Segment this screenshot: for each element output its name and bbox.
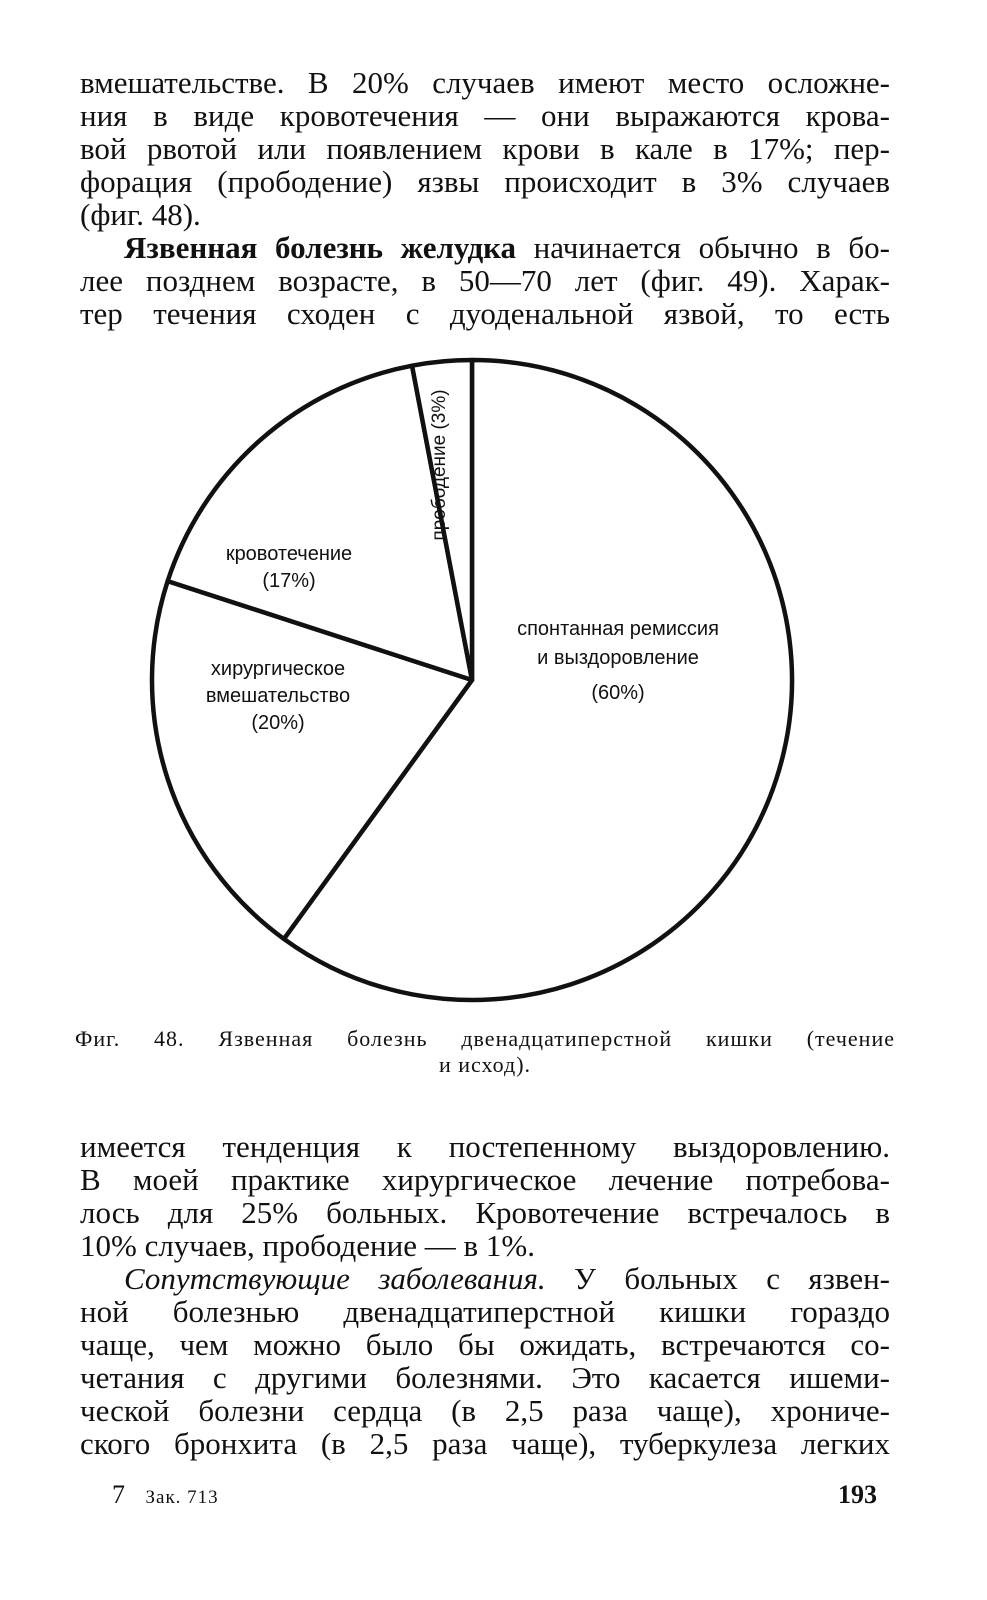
- caption-line-1: Фиг. 48. Язвенная болезнь двенадцатиперстной кишки (течение: [75, 1026, 895, 1051]
- caption-line-2: и исход).: [438, 1052, 532, 1077]
- text-fragment: У больных с язвен-: [545, 1261, 890, 1296]
- text-line: тер течения сходен с дуоденальной язвой, то есть: [80, 296, 890, 331]
- text-fragment: начинается обычно в бо-: [516, 230, 890, 265]
- text-line: [80, 231, 890, 264]
- paragraph-top-1: [80, 66, 890, 231]
- italic-term: Сопутствующие заболевания.: [124, 1261, 546, 1296]
- signature-mark: [112, 1480, 219, 1510]
- pie-label-спонтанная-ремиссия: спонтанная ремиссия и выздоровление (60%): [517, 618, 719, 704]
- paragraph-bottom-2: [80, 1262, 890, 1460]
- text-line: имеется тенденция к постепенному выздоровлению.: [80, 1129, 890, 1164]
- pie-chart: [140, 355, 820, 1015]
- text-line: В моей практике хирургическое лечение потребова-: [80, 1162, 890, 1197]
- signature-number: 7: [112, 1480, 125, 1509]
- text-line: форация (прободение) язвы происходит в 3% случаев: [80, 164, 890, 199]
- text-line: ния в виде кровотечения — они выражаются крова-: [80, 98, 890, 133]
- pie-label-прободение-3-: прободение (3%): [429, 389, 450, 541]
- pie-slices: [152, 360, 792, 1000]
- pie-label-хирургическое: хирургическое вмешательство (20%): [205, 658, 351, 734]
- signature-text: Зак. 713: [145, 1487, 219, 1508]
- bold-term: Язвенная болезнь желудка: [124, 230, 517, 265]
- pie-label-кровотечение: кровотечение (17%): [225, 543, 353, 592]
- text-line: лее позднем возрасте, в 50—70 лет (фиг. 49). Харак-: [80, 263, 890, 298]
- text-line: [80, 1262, 890, 1295]
- text-line: лось для 25% больных. Кровотечение встречалось в: [80, 1195, 890, 1230]
- text-line: ского бронхита (в 2,5 раза чаще), туберкулеза легких: [80, 1426, 890, 1461]
- text-line: чаще, чем можно было бы ожидать, встречаются со-: [80, 1327, 890, 1362]
- text-line: четания с другими болезнями. Это касается ишеми-: [80, 1360, 890, 1395]
- text-line: вмешательстве. В 20% случаев имеют место осложне-: [80, 65, 890, 100]
- text-line: 10% случаев, прободение — в 1%.: [80, 1228, 535, 1263]
- text-line: вой рвотой или появлением крови в кале в 17%; пер-: [80, 131, 890, 166]
- paragraph-bottom-1: [80, 1130, 890, 1262]
- figure-caption: [75, 1026, 895, 1078]
- paragraph-top-2: [80, 231, 890, 330]
- text-line: (фиг. 48).: [80, 197, 201, 232]
- text-line: ной болезнью двенадцатиперстной кишки гораздо: [80, 1294, 890, 1329]
- text-line: ческой болезни сердца (в 2,5 раза чаще), хрониче-: [80, 1393, 890, 1428]
- page-number: 193: [838, 1480, 877, 1509]
